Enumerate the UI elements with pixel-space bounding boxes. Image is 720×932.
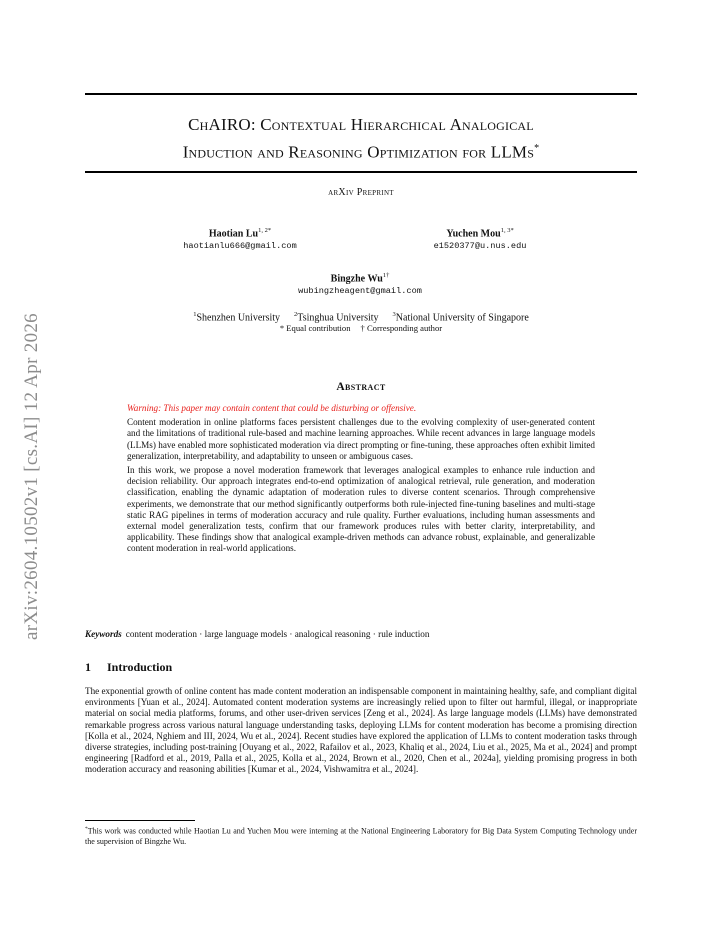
author-block (160, 224, 320, 252)
author-affiliation-marker: 1, 3* (500, 227, 514, 234)
author-email[interactable]: haotianlu666@gmail.com (183, 241, 297, 252)
author-email[interactable]: wubingzheagent@gmail.com (298, 286, 422, 297)
footnote (85, 824, 637, 847)
section-title: Introduction (107, 660, 173, 674)
author-affiliation-marker: 1† (382, 272, 390, 279)
author-name: Yuchen Mou (446, 228, 501, 240)
author-email[interactable]: e1520377@u.nus.edu (433, 241, 527, 252)
section-number: 1 (85, 660, 91, 674)
preprint-label: arXiv Preprint (328, 187, 394, 198)
title-bottom-rule (85, 171, 637, 173)
abstract-heading: Abstract (336, 381, 386, 393)
corresponding-author-note: † Corresponding author (360, 323, 443, 333)
title-top-rule (85, 93, 637, 95)
footnote-marker: * (85, 826, 88, 832)
affiliation-marker: 2 (294, 311, 298, 318)
title-line-2: Induction and Reasoning Optimization for LLMs (182, 142, 535, 162)
author-affiliation-marker: 1, 2* (258, 227, 272, 234)
footnote-rule (85, 820, 195, 821)
affiliation-name: Tsinghua University (297, 312, 379, 324)
equal-contribution-note: * Equal contribution (279, 323, 351, 333)
abstract-body (127, 403, 595, 558)
section-heading-introduction (85, 659, 637, 675)
title-line-1: ChAIRO: Contextual Hierarchical Analogical (188, 115, 534, 134)
arxiv-identifier-stamp[interactable]: arXiv:2604.10502v1 [cs.AI] 12 Apr 2026 (21, 313, 42, 640)
paper-title (85, 113, 637, 165)
affiliation-marker: 1 (193, 311, 197, 318)
author-block (260, 269, 460, 297)
footnote-text: This work was conducted while Haotian Lu and Yuchen Mou were interning at the National Engineering Laboratory for Big Data System Computing Technology under the supervision of Bingzhe Wu. (85, 826, 637, 847)
title-footnote-marker: * (534, 143, 540, 154)
abstract-paragraph-1: Content moderation in online platforms faces persistent challenges due to the evolving complexity of user-generated content and the limitations of traditional rule-based and machine learning approaches. While recent advances in large language models (LLMs) have enabled more sophisticated moderation via direct prompting or fine-tuning, these approaches often exhibit limited generalization, interpretability, and adaptability to unseen or ambiguous cases. (127, 417, 595, 461)
introduction-paragraph: The exponential growth of online content has made content moderation an indispensable component in maintaining healthy, safe, and compliant digital environments [Yuan et al., 2024]. Automated content moderation systems are increasingly relied upon to filter out harmful, illegal, or inappropriate material on social media platforms, forums, and other user-driven services [Zeng et al., 2024]. As large language models (LLMs) have demonstrated remarkable progress across various natural language understanding tasks, deploying LLMs for content moderation has become a promising direction [Kolla et al., 2024, Nghiem and III, 2024, Wu et al., 2024]. Recent studies have explored the application of LLMs to content moderation tasks through diverse strategies, including post-training [Ouyang et al., 2022, Rafailov et al., 2023, Khaliq et al., 2024, Liu et al., 2025, Ma et al., 2024] and prompt engineering [Radford et al., 2019, Palla et al., 2025, Kolla et al., 2024, Brown et al., 2020, Chen et al., 2024a], yielding promising progress in both moderation accuracy and reasoning abilities [Kumar et al., 2024, Vishwamitra et al., 2024]. (85, 686, 637, 775)
keywords-list: content moderation · large language models · analogical reasoning · rule induction (125, 629, 430, 639)
contribution-notes (85, 322, 637, 334)
keywords (85, 628, 637, 640)
keywords-label: Keywords (85, 629, 122, 639)
content-warning: Warning: This paper may contain content that could be disturbing or offensive. (127, 403, 417, 413)
author-block (400, 224, 560, 252)
affiliation-name: National University of Singapore (395, 312, 529, 324)
affiliation-marker: 3 (392, 311, 396, 318)
affiliation-name: Shenzhen University (196, 312, 281, 324)
author-name: Bingzhe Wu (330, 273, 383, 285)
author-name: Haotian Lu (208, 228, 259, 240)
abstract-paragraph-2: In this work, we propose a novel moderation framework that leverages analogical examples to enhance rule induction and decision reliability. Our approach integrates end-to-end optimization of analogical retrieval, rule generation, and moderation classification, enabling the dynamic adaptation of moderation rules to diverse content scenarios. Through comprehensive experiments, we demonstrate that our method significantly outperforms both rule-injected fine-tuning baselines and multi-stage static RAG pipelines in terms of moderation accuracy and rule quality. Further evaluations, including human assessments and external model generalization tests, confirm that our framework produces rules with better clarity, interpretability, and applicability. These findings show that analogical example-driven methods can advance robust, explainable, and generalizable content moderation in real-world applications. (127, 465, 595, 554)
